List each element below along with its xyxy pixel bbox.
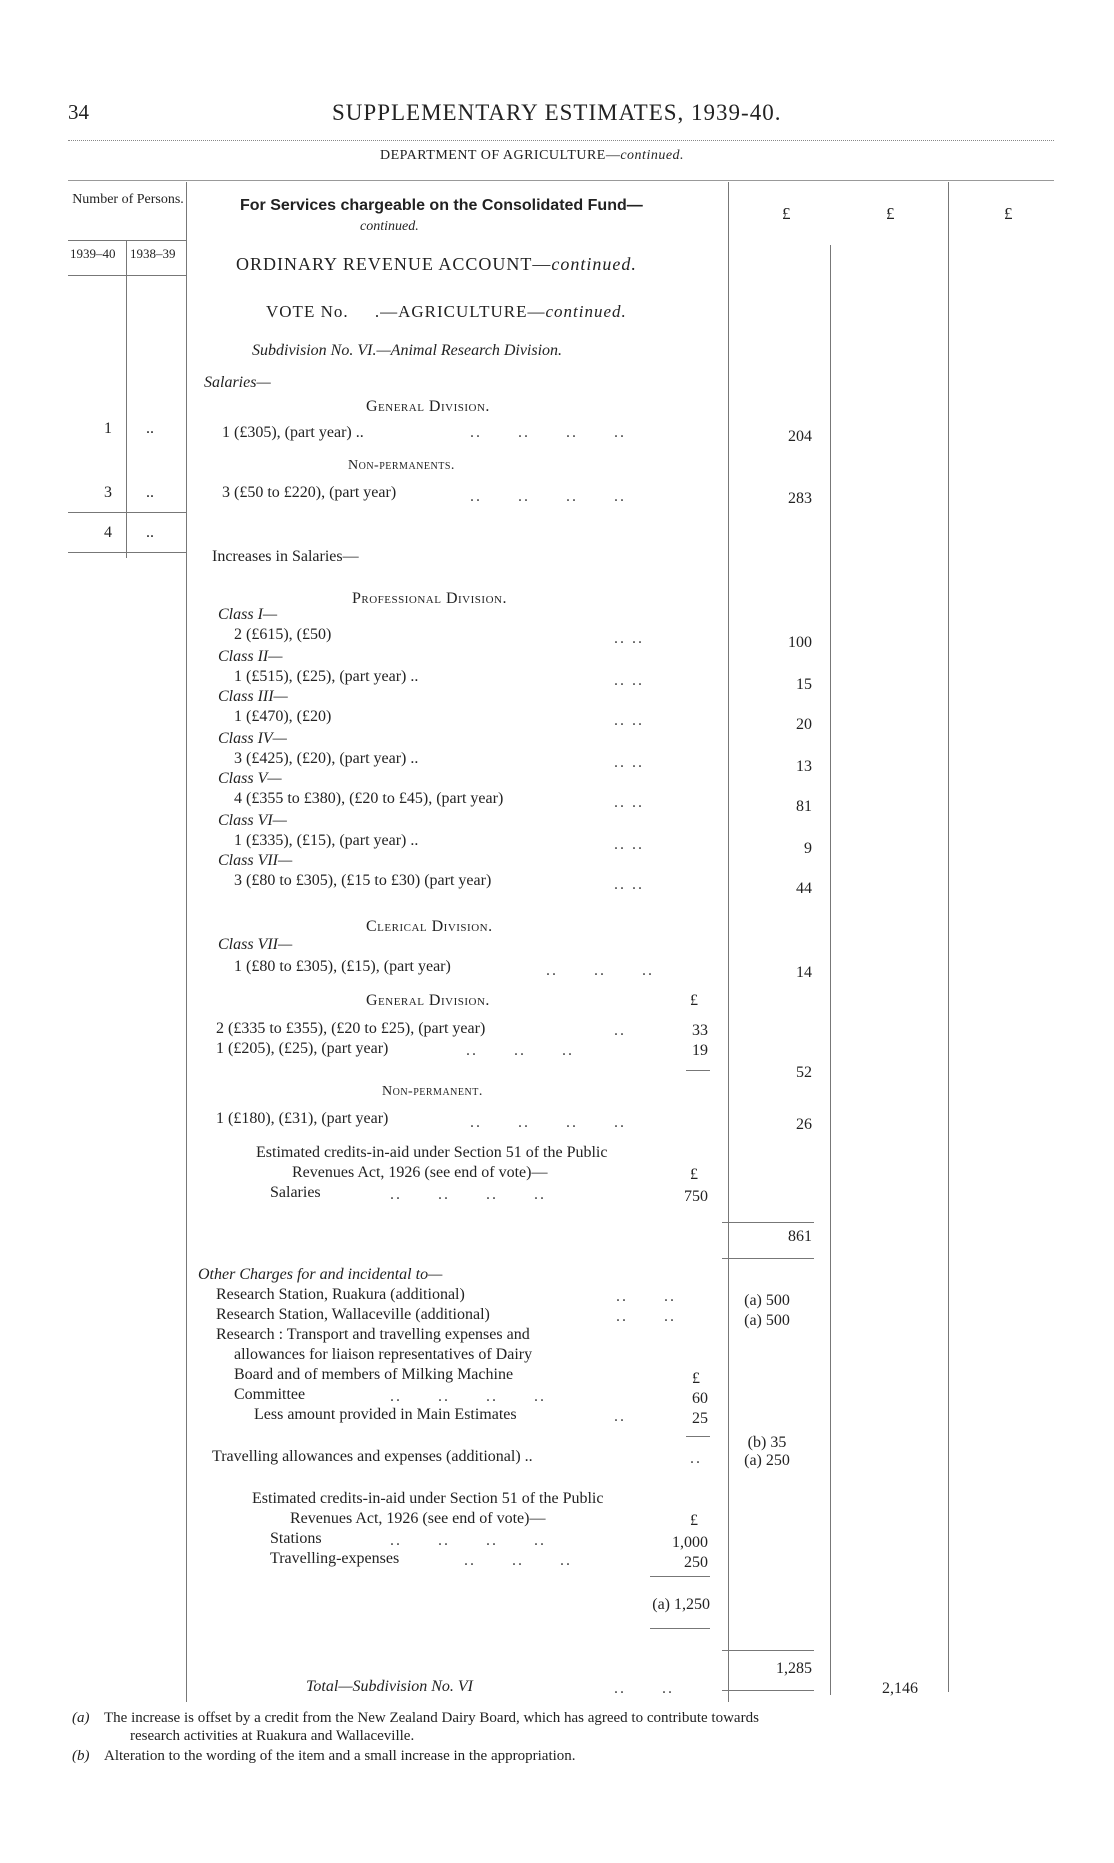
general-item-2: 1 (£205), (£25), (part year)	[216, 1040, 389, 1057]
travelling-item: Travelling allowances and expenses (additional) ..	[212, 1448, 533, 1465]
class-item: 1 (£470), (£20)	[234, 708, 332, 725]
professional-division-heading: Professional Division.	[352, 590, 507, 607]
class-item: 1 (£335), (£15), (part year) ..	[234, 832, 419, 849]
other-charges-heading: Other Charges for and incidental to—	[198, 1266, 443, 1283]
pound-col2: £	[886, 204, 895, 223]
credits1-line2: Revenues Act, 1926 (see end of vote)—	[292, 1164, 548, 1181]
col-divider-amount3	[948, 182, 949, 1692]
general-item-1: 2 (£335 to £355), (£20 to £25), (part year)	[216, 1020, 486, 1037]
pound-col3: £	[1004, 204, 1013, 223]
credits1-pound: £	[690, 1166, 698, 1183]
credits2-stations-amount: 1,000	[672, 1534, 708, 1551]
research-line2: allowances for liaison representatives of Dairy	[234, 1346, 533, 1363]
class-amount: 20	[796, 716, 812, 733]
research-line3: Board and of members of Milking Machine	[234, 1366, 514, 1383]
class-amount: 13	[796, 758, 812, 775]
class-item: 3 (£80 to £305), (£15 to £30) (part year)	[234, 872, 492, 889]
leader: .. .. ..	[466, 1042, 574, 1059]
leader: .. ..	[614, 1680, 674, 1697]
np-persons: 3	[104, 484, 112, 501]
salaries-heading: Salaries—	[204, 374, 271, 391]
credits1-line1: Estimated credits-in-aid under Section 51 of the Public	[256, 1144, 608, 1161]
footnote-a-mark: (a)	[72, 1710, 90, 1726]
leader: .. ..	[614, 836, 644, 853]
credits2-total-rule	[650, 1628, 710, 1629]
gd-persons-prev: ..	[146, 420, 154, 437]
increases-heading: Increases in Salaries—	[212, 548, 359, 565]
col-divider-persons	[186, 182, 187, 1702]
class-label: Class II—	[218, 648, 283, 665]
class-amount: 44	[796, 880, 812, 897]
class-label: Class IV—	[218, 730, 287, 747]
credits2-line2: Revenues Act, 1926 (see end of vote)—	[290, 1510, 546, 1527]
credits2-line1: Estimated credits-in-aid under Section 51 of the Public	[252, 1490, 604, 1507]
class-item: 2 (£615), (£50)	[234, 626, 332, 643]
total-persons: 4	[104, 524, 112, 541]
leader: .. ..	[614, 672, 644, 689]
total-label: Total—Subdivision No. VI	[306, 1678, 473, 1695]
subtotal-rule-3	[722, 1650, 814, 1651]
research-pound: £	[692, 1370, 700, 1387]
col-divider-years	[126, 240, 127, 558]
class-label: Class V—	[218, 770, 282, 787]
research-committee-amount: 60	[692, 1390, 708, 1407]
credits2-travelling-label: Travelling-expenses	[270, 1550, 400, 1567]
class-label: Class III—	[218, 688, 288, 705]
year-1938-39: 1938–39	[130, 246, 176, 261]
services-header: For Services chargeable on the Consolidated Fund—	[240, 197, 643, 214]
subdivision-title: Subdivision No. VI.—Animal Research Division.	[252, 342, 563, 359]
leader: .. ..	[614, 754, 644, 771]
class-label: Class VI—	[218, 812, 287, 829]
wallaceville-amount: (a) 500	[744, 1312, 790, 1329]
leader: .. ..	[614, 630, 644, 647]
non-permanent-item: 1 (£180), (£31), (part year)	[216, 1110, 389, 1127]
credits2-sum-rule	[650, 1576, 710, 1577]
col-divider-amount1	[728, 182, 729, 1702]
wallaceville-item: Research Station, Wallaceville (additional)	[216, 1306, 490, 1323]
credits2-stations-label: Stations	[270, 1530, 322, 1547]
subtotal-rule-4	[722, 1690, 814, 1691]
np-amount: 283	[788, 490, 812, 507]
class-amount: 100	[788, 634, 812, 651]
leader: .. .. .. ..	[390, 1186, 546, 1203]
general-division-heading-2: General Division.	[366, 992, 490, 1009]
non-permanents-heading: Non-permanents.	[348, 458, 455, 473]
total-persons-prev: ..	[146, 524, 154, 541]
persons-total-rule-2	[68, 552, 186, 553]
class-item: 4 (£355 to £380), (£20 to £45), (part year)	[234, 790, 504, 807]
leader: .. .. .. ..	[470, 424, 626, 441]
clerical-amount: 14	[796, 964, 812, 981]
ruakura-item: Research Station, Ruakura (additional)	[216, 1286, 465, 1303]
general-amount-1: 33	[692, 1022, 708, 1039]
leader: .. ..	[614, 876, 644, 893]
credits2-pound: £	[690, 1512, 698, 1529]
department-rule	[68, 180, 1054, 181]
subtotal-rule-2	[722, 1258, 814, 1259]
np-item: 3 (£50 to £220), (part year)	[222, 484, 397, 501]
page-title: SUPPLEMENTARY ESTIMATES, 1939-40.	[332, 100, 782, 125]
header-rule	[68, 140, 1054, 141]
total-amount: 2,146	[882, 1680, 918, 1697]
non-permanent-amount: 26	[796, 1116, 812, 1133]
page-number: 34	[68, 100, 89, 124]
leader: ..	[614, 1022, 626, 1039]
general-pound: £	[690, 992, 698, 1009]
leader: .. ..	[614, 794, 644, 811]
class-item: 1 (£515), (£25), (part year) ..	[234, 668, 419, 685]
clerical-division-heading: Clerical Division.	[366, 918, 493, 935]
research-sum-rule	[686, 1436, 710, 1437]
leader: .. .. ..	[464, 1552, 572, 1569]
leader: .. ..	[614, 712, 644, 729]
department-heading: DEPARTMENT OF AGRICULTURE—continued.	[380, 148, 685, 163]
years-rule-2	[68, 275, 186, 276]
research-line1: Research : Transport and travelling expenses and	[216, 1326, 530, 1343]
gd-persons: 1	[104, 420, 112, 437]
leader: .. ..	[616, 1308, 676, 1325]
subtotal-rule	[722, 1222, 814, 1223]
class-amount: 9	[804, 840, 812, 857]
leader: ..	[690, 1450, 702, 1467]
persons-total-rule	[68, 512, 186, 513]
credits1-salaries-label: Salaries	[270, 1184, 321, 1201]
research-amount: (b) 35	[747, 1434, 787, 1451]
class-item: 3 (£425), (£20), (part year) ..	[234, 750, 419, 767]
credits2-total: (a) 1,250	[652, 1596, 710, 1613]
general-total: 52	[796, 1064, 812, 1081]
leader: .. .. ..	[546, 962, 654, 979]
pound-col1: £	[782, 204, 791, 223]
services-header-cont: continued.	[360, 219, 419, 234]
leader: .. .. .. ..	[470, 1114, 626, 1131]
clerical-class: Class VII—	[218, 936, 293, 953]
research-line4: Committee	[234, 1386, 306, 1403]
year-1939-40: 1939–40	[70, 246, 116, 261]
class-amount: 81	[796, 798, 812, 815]
class-label: Class I—	[218, 606, 278, 623]
leader: .. ..	[616, 1288, 676, 1305]
ruakura-amount: (a) 500	[744, 1292, 790, 1309]
np-persons-prev: ..	[146, 484, 154, 501]
non-permanent-heading: Non-permanent.	[382, 1084, 483, 1099]
footnote-b-mark: (b)	[72, 1748, 90, 1764]
general-amount-2: 19	[692, 1042, 708, 1059]
credits1-salaries-amount: 750	[684, 1188, 708, 1205]
gd-item: 1 (£305), (part year) ..	[222, 424, 364, 441]
footnote-a-line1: The increase is offset by a credit from the New Zealand Dairy Board, which has agreed to contribute towards	[104, 1710, 759, 1726]
footnote-b-line1: Alteration to the wording of the item and a small increase in the appropriation.	[104, 1748, 576, 1764]
class-amount: 15	[796, 676, 812, 693]
number-of-persons-header: Number of Persons.	[72, 192, 184, 207]
footnote-a-line2: research activities at Ruakura and Wallaceville.	[130, 1728, 415, 1744]
general-sum-rule	[686, 1070, 710, 1071]
credits2-subtotal: 1,285	[776, 1660, 812, 1677]
leader: .. .. .. ..	[470, 488, 626, 505]
account-title: ORDINARY REVENUE ACCOUNT—continued.	[236, 254, 637, 274]
research-less-amount: 25	[692, 1410, 708, 1427]
leader: .. .. .. ..	[390, 1532, 546, 1549]
leader: .. .. .. ..	[390, 1388, 546, 1405]
credits1-subtotal: 861	[788, 1228, 812, 1245]
vote-title: VOTE No. .—AGRICULTURE—continued.	[266, 302, 627, 321]
gd-amount: 204	[788, 428, 812, 445]
class-label: Class VII—	[218, 852, 293, 869]
credits2-travelling-amount: 250	[684, 1554, 708, 1571]
general-division-heading: General Division.	[366, 398, 490, 415]
clerical-item: 1 (£80 to £305), (£15), (part year)	[234, 958, 451, 975]
travelling-amount: (a) 250	[744, 1452, 790, 1469]
leader: ..	[614, 1408, 626, 1425]
research-line5: Less amount provided in Main Estimates	[254, 1406, 517, 1423]
col-divider-amount2	[830, 245, 831, 1695]
years-rule	[68, 240, 186, 241]
